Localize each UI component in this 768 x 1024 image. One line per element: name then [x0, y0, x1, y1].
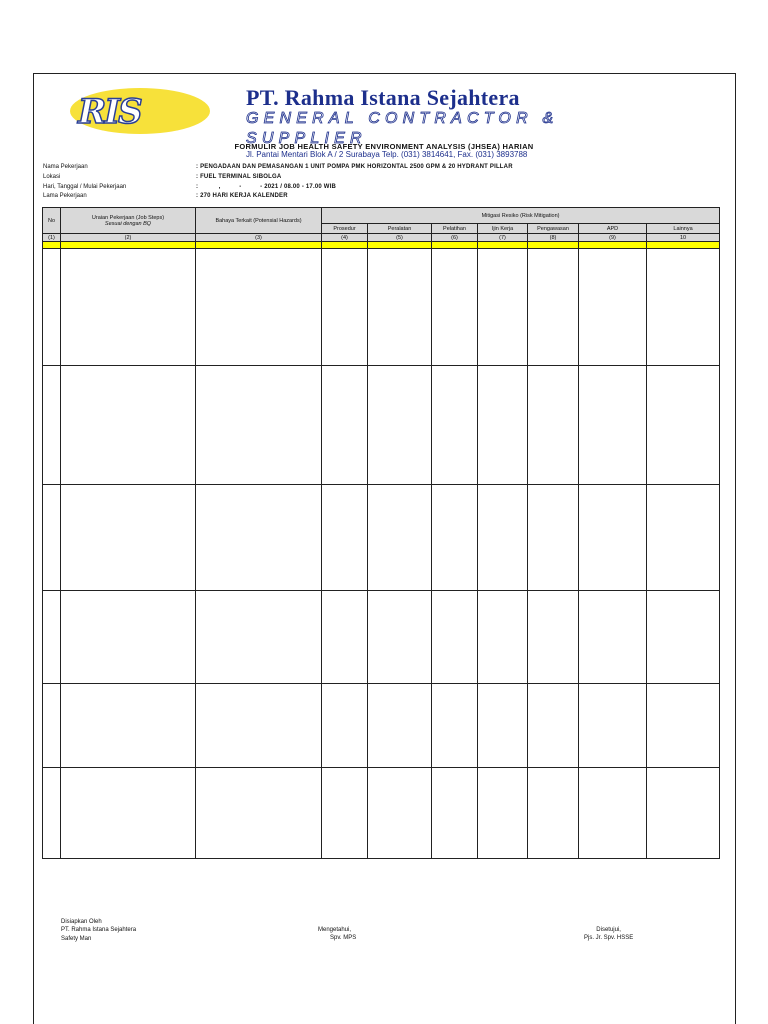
signature-known — [318, 926, 356, 943]
info-label: Hari, Tanggal / Mulai Pekerjaan — [43, 183, 127, 190]
table-row — [43, 591, 720, 684]
col-pelatihan-header: Pelatihan — [432, 224, 478, 234]
table-cell[interactable] — [432, 768, 478, 859]
jhsea-table — [42, 207, 720, 859]
table-cell[interactable] — [61, 249, 196, 366]
col-uraian-header — [61, 208, 196, 234]
table-cell[interactable] — [322, 366, 368, 485]
table-cell[interactable] — [322, 591, 368, 684]
company-address: Jl. Pantai Mentari Blok A / 2 Surabaya Telp. (031) 3814641, Fax. (031) 3893788 — [246, 150, 528, 159]
col-prosedur-header: Prosedur — [322, 224, 368, 234]
highlight-row — [43, 242, 720, 249]
known-label: Mengetahui, — [318, 927, 352, 933]
table-number-row — [43, 234, 720, 242]
table-cell[interactable] — [368, 684, 432, 768]
col-apd-header: APD — [579, 224, 647, 234]
known-role: Spv. MPS — [330, 935, 357, 942]
col-number: (7) — [478, 234, 528, 242]
table-cell[interactable] — [432, 684, 478, 768]
table-cell[interactable] — [579, 249, 647, 366]
table-cell[interactable] — [196, 485, 322, 591]
table-cell[interactable] — [196, 591, 322, 684]
table-cell[interactable] — [579, 485, 647, 591]
prepared-label: Disiapkan Oleh — [61, 919, 102, 925]
info-row — [43, 163, 513, 173]
table-cell[interactable] — [528, 591, 579, 684]
info-value: : 270 HARI KERJA KALENDER — [196, 193, 288, 200]
col-pengawasan-header: Pengawasan — [528, 224, 579, 234]
table-cell[interactable] — [322, 684, 368, 768]
table-cell[interactable] — [61, 366, 196, 485]
col-number: 10 — [647, 234, 720, 242]
table-cell[interactable] — [196, 684, 322, 768]
table-cell[interactable] — [61, 684, 196, 768]
table-cell[interactable] — [322, 249, 368, 366]
col-number: (5) — [368, 234, 432, 242]
table-cell[interactable] — [647, 684, 720, 768]
info-row — [43, 192, 513, 202]
job-info — [43, 163, 513, 202]
table-cell[interactable] — [368, 768, 432, 859]
info-label: Nama Pekerjaan — [43, 164, 88, 170]
company-name: PT. Rahma Istana Sejahtera — [246, 85, 520, 110]
table-cell[interactable] — [647, 249, 720, 366]
info-value: : FUEL TERMINAL SIBOLGA — [196, 173, 282, 180]
table-row — [43, 684, 720, 768]
col-lainnya-header: Lainnya — [647, 224, 720, 234]
table-cell[interactable] — [61, 485, 196, 591]
table-cell[interactable] — [368, 485, 432, 591]
table-cell[interactable] — [478, 249, 528, 366]
table-cell[interactable] — [528, 684, 579, 768]
table-cell[interactable] — [368, 249, 432, 366]
table-cell[interactable] — [43, 485, 61, 591]
table-cell[interactable] — [432, 591, 478, 684]
col-number: (4) — [322, 234, 368, 242]
table-cell[interactable] — [647, 591, 720, 684]
table-row — [43, 249, 720, 366]
table-cell[interactable] — [647, 485, 720, 591]
table-cell[interactable] — [528, 768, 579, 859]
table-cell[interactable] — [196, 249, 322, 366]
col-ijin-kerja-header: Ijin Kerja — [478, 224, 528, 234]
table-cell[interactable] — [478, 684, 528, 768]
table-cell[interactable] — [647, 768, 720, 859]
col-number: (6) — [432, 234, 478, 242]
approved-label: Disetujui, — [596, 927, 621, 933]
col-number: (9) — [579, 234, 647, 242]
company-tagline: GENERAL CONTRACTOR & SUPPLIER — [246, 110, 559, 147]
info-label: Lokasi — [43, 173, 61, 180]
prepared-company: PT. Rahma Istana Sejahtera — [61, 927, 137, 934]
table-cell[interactable] — [478, 485, 528, 591]
info-label: Lama Pekerjaan — [43, 193, 87, 200]
table-cell[interactable] — [579, 684, 647, 768]
signature-approved — [584, 926, 633, 943]
table-cell[interactable] — [528, 249, 579, 366]
table-row — [43, 366, 720, 485]
table-cell[interactable] — [196, 768, 322, 859]
table-cell[interactable] — [432, 485, 478, 591]
table-cell[interactable] — [43, 591, 61, 684]
col-uraian-subtitle: Sesuai dengan BQ — [104, 220, 152, 227]
col-number: (1) — [43, 234, 61, 242]
table-cell[interactable] — [528, 485, 579, 591]
table-cell[interactable] — [61, 768, 196, 859]
table-cell[interactable] — [196, 366, 322, 485]
col-number: (3) — [196, 234, 322, 242]
table-cell[interactable] — [322, 485, 368, 591]
logo-mark: RIS — [78, 92, 141, 132]
approved-role: Pjs. Jr. Spv. HSSE — [584, 935, 634, 942]
prepared-role: Safety Man — [61, 935, 92, 942]
table-cell[interactable] — [43, 249, 61, 366]
table-cell[interactable] — [432, 249, 478, 366]
table-cell[interactable] — [647, 366, 720, 485]
col-peralatan-header: Peralatan — [368, 224, 432, 234]
info-value: : PENGADAAN DAN PEMASANGAN 1 UNIT POMPA PMK HORIZONTAL 2500 GPM & 20 HYDRANT PILLAR — [196, 164, 513, 170]
company-logo — [70, 88, 210, 134]
table-row — [43, 768, 720, 859]
table-body — [43, 249, 720, 859]
table-cell[interactable] — [528, 366, 579, 485]
table-cell[interactable] — [478, 366, 528, 485]
table-cell[interactable] — [368, 366, 432, 485]
col-mitigasi-header: Mitigasi Resiko (Risk Mitigation) — [322, 208, 720, 224]
table-cell[interactable] — [61, 591, 196, 684]
table-cell[interactable] — [432, 366, 478, 485]
table-cell[interactable] — [579, 591, 647, 684]
table-header-row — [43, 208, 720, 224]
table-cell[interactable] — [322, 768, 368, 859]
col-number: (2) — [61, 234, 196, 242]
col-no-header: No — [43, 208, 61, 234]
table-row — [43, 485, 720, 591]
col-uraian-title: Uraian Pekerjaan (Job Steps) — [91, 214, 165, 221]
table-cell[interactable] — [43, 684, 61, 768]
table-cell[interactable] — [43, 768, 61, 859]
table-cell[interactable] — [579, 366, 647, 485]
form-title: FORMULIR JOB HEALTH SAFETY ENVIRONMENT ANALYSIS (JHSEA) HARIAN — [234, 142, 534, 151]
table-cell[interactable] — [478, 591, 528, 684]
col-number: (8) — [528, 234, 579, 242]
table-cell[interactable] — [368, 591, 432, 684]
col-bahaya-header: Bahaya Terkait (Potensial Hazards) — [196, 208, 322, 234]
table-cell[interactable] — [579, 768, 647, 859]
table-cell[interactable] — [43, 366, 61, 485]
info-row — [43, 183, 513, 193]
table-cell[interactable] — [478, 768, 528, 859]
info-row — [43, 173, 513, 183]
signature-prepared — [61, 918, 136, 943]
info-value: : , - - 2021 / 08.00 - 17.00 WIB — [196, 183, 337, 190]
